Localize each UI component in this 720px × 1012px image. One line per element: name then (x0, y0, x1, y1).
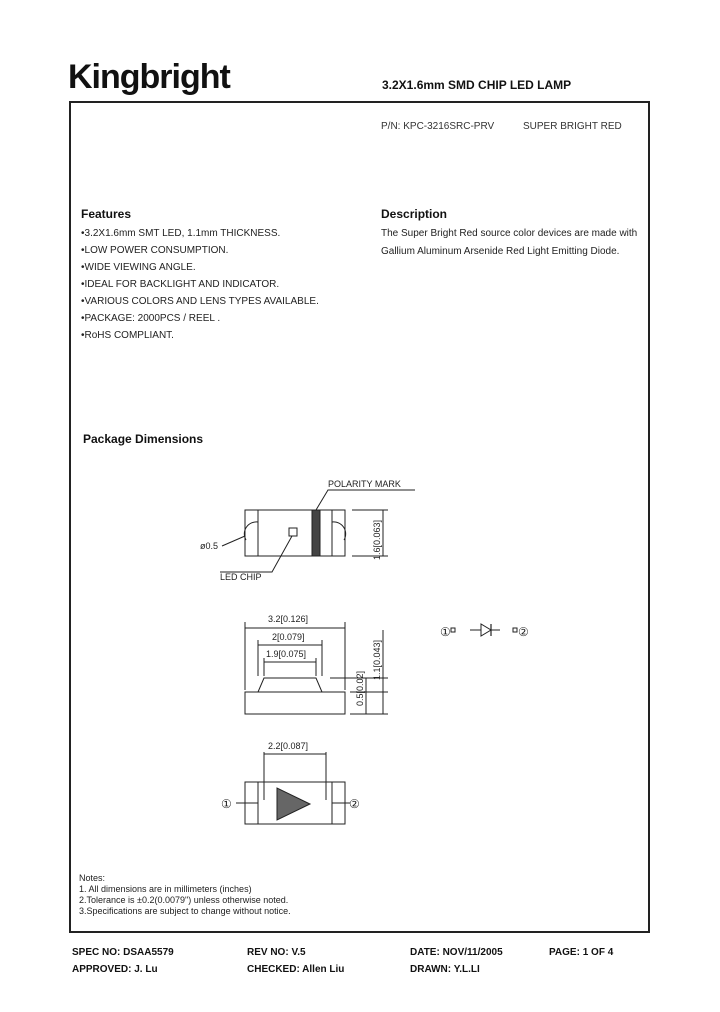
notes-block (79, 873, 291, 917)
rev-no: REV NO: V.5 (247, 947, 306, 958)
chip-body-outline (245, 510, 345, 556)
diameter-label: ø0.5 (200, 541, 219, 551)
symbol-pin1: ① (440, 625, 451, 639)
triangle-polarity-icon (277, 788, 310, 820)
note-item: 1. All dimensions are in millimeters (inches) (79, 884, 252, 894)
feature-item: •IDEAL FOR BACKLIGHT AND INDICATOR. (81, 279, 280, 290)
note-item: 2.Tolerance is ±0.2(0.0079") unless otherwise noted. (79, 895, 289, 905)
thickness-dim-label: 1.1[0.043] (372, 639, 382, 680)
spec-no: SPEC NO: DSAA5579 (72, 947, 174, 958)
base-dim-label: 0.5[0.02] (355, 670, 365, 706)
feature-item: •LOW POWER CONSUMPTION. (81, 245, 229, 256)
feature-item: •VARIOUS COLORS AND LENS TYPES AVAILABLE. (81, 296, 319, 307)
date: DATE: NOV/11/2005 (410, 947, 503, 958)
description-heading: Description (381, 207, 448, 221)
page-number: PAGE: 1 OF 4 (549, 947, 614, 958)
led-chip-label: LED CHIP (220, 572, 262, 582)
front-body-outline (245, 692, 345, 714)
width-dim-label: 3.2[0.126] (268, 614, 309, 624)
feature-item: •WIDE VIEWING ANGLE. (81, 262, 196, 273)
package-heading: Package Dimensions (83, 432, 204, 446)
pad-dim-label: 2.2[0.087] (268, 741, 309, 751)
symbol-pin2: ② (518, 625, 529, 639)
notes-heading: Notes: (79, 873, 106, 883)
approved-by: APPROVED: J. Lu (72, 964, 158, 975)
company-logo: Kingbright (68, 58, 230, 96)
part-number: P/N: KPC-3216SRC-PRV (381, 121, 495, 132)
features-heading: Features (81, 207, 132, 221)
height-dim-label: 1.6[0.063] (372, 519, 382, 560)
diode-symbol-icon (481, 624, 491, 636)
feature-item: •RoHS COMPLIANT. (81, 330, 174, 341)
feature-item: •PACKAGE: 2000PCS / REEL . (81, 313, 221, 324)
part-description: SUPER BRIGHT RED (523, 121, 622, 132)
chip-dim-label: 1.9[0.075] (266, 649, 307, 659)
pin1-label: ① (221, 797, 232, 811)
inner-dim-label: 2[0.079] (272, 632, 305, 642)
polarity-mark-label: POLARITY MARK (328, 479, 401, 489)
document-title: 3.2X1.6mm SMD CHIP LED LAMP (382, 78, 572, 92)
description-text: The Super Bright Red source color devices are made with Gallium Aluminum Arsenide Red Light Emitting Diode. (381, 228, 638, 257)
drawn-by: DRAWN: Y.L.LI (410, 964, 480, 975)
feature-item: •3.2X1.6mm SMT LED, 1.1mm THICKNESS. (81, 228, 281, 239)
note-item: 3.Specifications are subject to change without notice. (79, 906, 291, 916)
pin2-label: ② (349, 797, 360, 811)
checked-by: CHECKED: Allen Liu (247, 964, 345, 975)
